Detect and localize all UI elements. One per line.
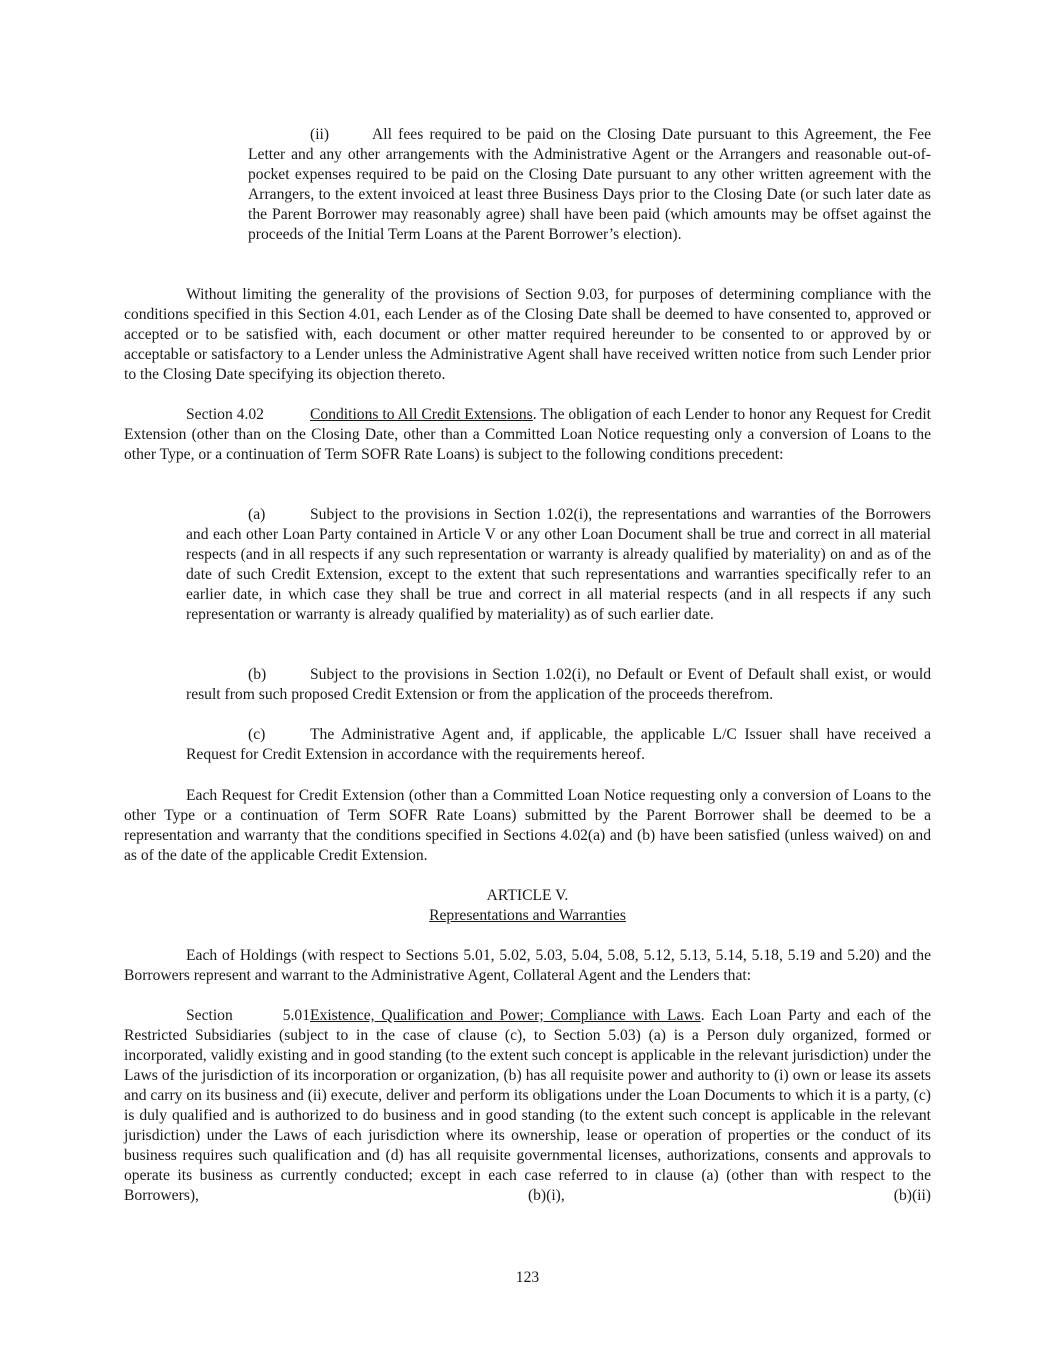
paragraph-without-limiting-text: Without limiting the generality of the provisions of Section 9.03, for purposes of determining compliance with the conditions specified in this Section 4.01, each Lender as of the Closing Date shall be deemed to have consented to, approved or accepted or to be satisfied with, each document or other matter required hereunder to be consented to or approved by or acceptable or satisfactory to a Lender unless the Administrative Agent shall have received written notice from such Lender prior to the Closing Date specifying its objection thereto. [124, 286, 931, 383]
clause-b-text: Subject to the provisions in Section 1.02(i), no Default or Event of Default shall exist, or would result from such proposed Credit Extension or from the application of the proceeds therefrom. [186, 666, 931, 703]
article-title-text: Representations and Warranties [429, 907, 626, 924]
section-5-01-text: . Each Loan Party and each of the Restricted Subsidiaries (subject to in the case of clause (c), to Section 5.03) (a) is a Person duly organized, formed or incorporated, validly existing and in good standing (to the extent such concept is applicable in the relevant jurisdiction) under the Laws of the jurisdiction of its incorporation or organization, (b) has all requisite power and authority to (i) own or lease its assets and carry on its business and (ii) execute, deliver and perform its obligations under the Loan Documents to which it is a party, (c) is duly qualified and is authorized to do business and in good standing (to the extent such concept is applicable in the relevant jurisdiction) under the Laws of each jurisdiction where its ownership, lease or operation of properties or the conduct of its business requires such qualification and (d) has all requisite governmental licenses, authorizations, consents and approvals to operate its business as currently conducted; except in each case referred to in clause (a) (other than with respect to the Borrowers), (b)(i), (b)(ii) [124, 1007, 931, 1204]
clause-a-text: Subject to the provisions in Section 1.02(i), the representations and warranties of the Borrowers and each other Loan Party contained in Article V or any other Loan Document shall be true and correct in all material respects (and in all respects if any such representation or warranty is already qualified by materiality) on and as of the date of such Credit Extension, except to the extent that such representations and warranties specifically refer to an earlier date, in which case they shall be true and correct in all material respects (and in all respects if any such representation or warranty is already qualified by materiality) as of such earlier date. [186, 506, 931, 623]
section-5-01-heading: Existence, Qualification and Power; Compliance with Laws [310, 1007, 701, 1024]
paragraph-ii-text: All fees required to be paid on the Closing Date pursuant to this Agreement, the Fee Letter and any other arrangements with the Administrative Agent or the Arrangers and reasonable out-of-pocket expenses required to be paid on the Closing Date pursuant to any other written agreement with the Arrangers, to the extent invoiced at least three Business Days prior to the Closing Date (or such later date as the Parent Borrower may reasonably agree) shall have been paid (which amounts may be offset against the proceeds of the Initial Term Loans at the Parent Borrower’s election). [248, 126, 931, 243]
clause-a [186, 505, 931, 625]
clause-c-marker: (c) [248, 726, 266, 743]
clause-b [186, 665, 931, 705]
paragraph-each-request [124, 786, 931, 866]
paragraph-without-limiting [124, 285, 931, 385]
article-number: ARTICLE V. [486, 887, 569, 904]
paragraph-each-holdings [124, 946, 931, 986]
page-number: 123 [515, 1269, 540, 1286]
clause-c [186, 725, 931, 765]
article-title [0, 906, 1055, 926]
paragraph-ii [248, 125, 931, 245]
section-4-02-text: . The obligation of each Lender to honor any Request for Credit Extension (other than on the Closing Date, other than a Committed Loan Notice requesting only a conversion of Loans to the other Type, or a continuation of Term SOFR Rate Loans) is subject to the following conditions precedent: [124, 406, 931, 463]
section-4-02 [124, 405, 931, 465]
section-5-01-number: Section 5.01 [186, 1007, 310, 1024]
paragraph-each-request-text: Each Request for Credit Extension (other than a Committed Loan Notice requesting only a conversion of Loans to the other Type or a continuation of Term SOFR Rate Loans) submitted by the Parent Borrower shall be deemed to be a representation and warranty that the conditions specified in Sections 4.02(a) and (b) have been satisfied (unless waived) on and as of the date of the applicable Credit Extension. [124, 787, 931, 864]
section-4-02-number: Section 4.02 [186, 406, 264, 423]
clause-c-text: The Administrative Agent and, if applicable, the applicable L/C Issuer shall have received a Request for Credit Extension in accordance with the requirements hereof. [186, 726, 931, 763]
paragraph-ii-marker: (ii) [310, 126, 330, 143]
clause-b-marker: (b) [248, 666, 267, 683]
section-4-02-heading: Conditions to All Credit Extensions [310, 406, 533, 423]
section-5-01 [124, 1006, 931, 1206]
clause-a-marker: (a) [248, 506, 266, 523]
paragraph-each-holdings-text: Each of Holdings (with respect to Sections 5.01, 5.02, 5.03, 5.04, 5.08, 5.12, 5.13, 5.14, 5.18, 5.19 and 5.20) and the Borrowers represent and warrant to the Administrative Agent, Collateral Agent and the Lenders that: [124, 947, 931, 984]
